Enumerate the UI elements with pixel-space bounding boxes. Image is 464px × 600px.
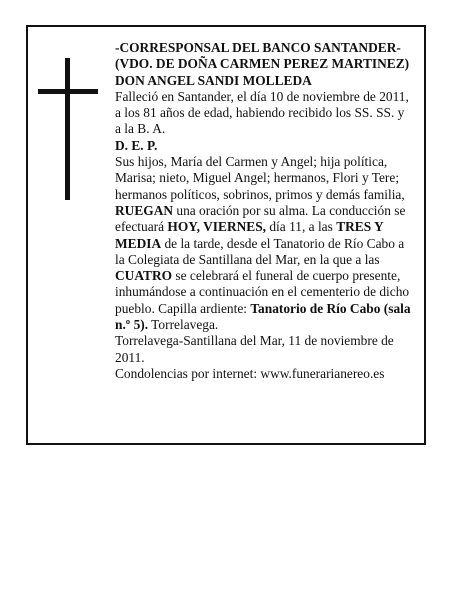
bold-text-segment: HOY, VIERNES, — [167, 219, 267, 235]
notice-line — [115, 219, 419, 235]
notice-line — [115, 89, 419, 105]
bold-text-segment: DON ANGEL SANDI MOLLEDA — [115, 72, 312, 88]
text-segment: de la tarde, desde el Tanatorio de Río Cabo a — [161, 235, 405, 251]
notice-line — [115, 317, 419, 333]
text-segment: pueblo. Capilla ardiente: — [115, 300, 251, 316]
notice-line — [115, 40, 419, 56]
text-segment: a la B. A. — [115, 121, 166, 137]
notice-line — [115, 187, 419, 203]
text-segment: la Colegiata de Santillana del Mar, en la que a las — [115, 251, 380, 267]
notice-line — [115, 105, 419, 121]
notice-line — [115, 203, 419, 219]
notice-line — [115, 284, 419, 300]
text-segment: día 11, a las — [266, 219, 337, 235]
text-segment: hermanos políticos, sobrinos, primos y demás familia, — [115, 186, 405, 202]
notice-line — [115, 366, 419, 382]
obituary-notice — [26, 25, 426, 445]
text-segment: Sus hijos, María del Carmen y Angel; hija política, — [115, 154, 388, 170]
text-segment: 2011. — [115, 349, 145, 365]
text-segment: Torrelavega. — [148, 317, 219, 333]
bold-text-segment: Tanatorio de Río Cabo (sala — [250, 300, 411, 316]
text-segment: efectuará — [115, 219, 168, 235]
cross-vertical-bar — [65, 58, 70, 200]
text-segment: inhumándose a continuación en el cementerio de dicho — [115, 284, 410, 300]
bold-text-segment: CUATRO — [115, 268, 173, 284]
cross-horizontal-bar — [38, 89, 98, 94]
bold-text-segment: MEDIA — [115, 235, 162, 251]
notice-line — [115, 333, 419, 349]
notice-line — [115, 301, 419, 317]
notice-line — [115, 350, 419, 366]
text-segment: Condolencias por internet: www.funerarianereo.es — [115, 365, 385, 381]
bold-text-segment: D. E. P. — [115, 137, 158, 153]
text-segment: Marisa; nieto, Miguel Angel; hermanos, Flori y Tere; — [115, 170, 400, 186]
bold-text-segment: (VDO. DE DOÑA CARMEN PEREZ MARTINEZ) — [115, 56, 410, 72]
bold-text-segment: TRES Y — [336, 219, 384, 235]
text-segment: a los 81 años de edad, habiendo recibido los SS. SS. y — [115, 105, 405, 121]
notice-line — [115, 73, 419, 89]
notice-text — [115, 40, 419, 382]
text-segment: Falleció en Santander, el día 10 de noviembre de 2011, — [115, 88, 409, 104]
notice-line — [115, 170, 419, 186]
bold-text-segment: RUEGAN — [115, 202, 174, 218]
notice-line — [115, 268, 419, 284]
text-segment: Torrelavega-Santillana del Mar, 11 de noviembre de — [115, 333, 394, 349]
notice-line — [115, 56, 419, 72]
notice-line — [115, 154, 419, 170]
latin-cross-icon — [38, 58, 98, 200]
bold-text-segment: -CORRESPONSAL DEL BANCO SANTANDER- — [115, 40, 401, 55]
bold-text-segment: n.º 5). — [115, 317, 149, 333]
text-segment: una oración por su alma. La conducción se — [173, 202, 406, 218]
text-segment: se celebrará el funeral de cuerpo presente, — [172, 268, 401, 284]
notice-line — [115, 121, 419, 137]
notice-line — [115, 252, 419, 268]
notice-line — [115, 236, 419, 252]
notice-line — [115, 138, 419, 154]
